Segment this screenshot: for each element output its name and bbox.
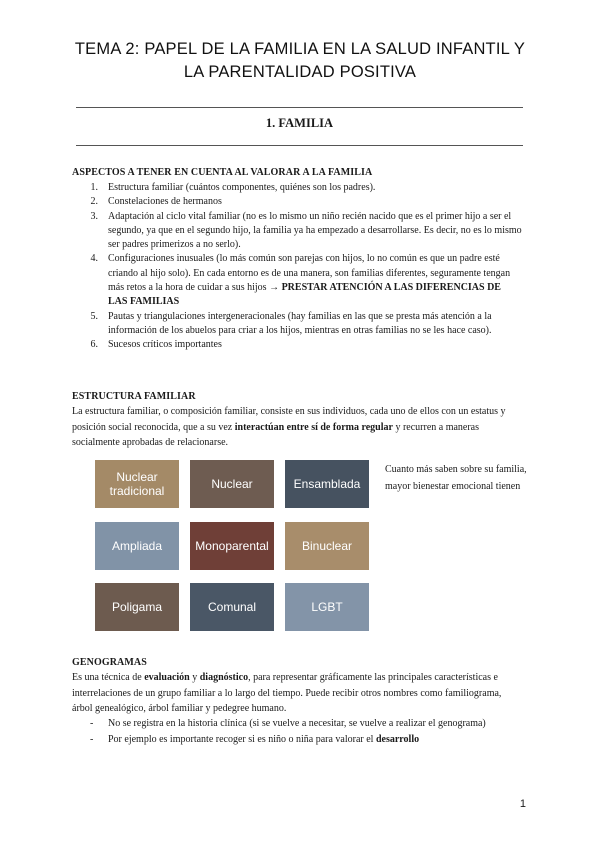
family-type-tile: Monoparental bbox=[190, 522, 274, 570]
list-number: 6. bbox=[90, 339, 98, 351]
family-type-tile: Binuclear bbox=[285, 522, 369, 570]
bullet-dash: - bbox=[90, 718, 94, 729]
list-text: Adaptación al ciclo vital familiar (no es lo mismo un niño recién nacido que es el primer hijo a ser el segundo, ya que en el segundo hijo, la familia ya ha empezado a desarrollarse. Es decir, no es lo mismo ser padres primerizos a no serlo). bbox=[108, 210, 522, 251]
list-text-container bbox=[108, 252, 522, 309]
family-type-tile: Nuclear bbox=[190, 460, 274, 508]
genogramas-paragraph bbox=[72, 670, 524, 717]
list-text-container bbox=[108, 732, 520, 748]
family-type-tile: Ampliada bbox=[95, 522, 179, 570]
genogramas-text-2: y bbox=[189, 672, 200, 683]
family-type-tile: Comunal bbox=[190, 583, 274, 631]
family-type-tile: Poligama bbox=[95, 583, 179, 631]
estructura-emphasis: interactúan entre sí de forma regular bbox=[234, 421, 393, 433]
aspectos-list bbox=[72, 181, 522, 353]
list-number: 2. bbox=[90, 196, 98, 208]
list-emphasis: desarrollo bbox=[375, 734, 420, 745]
family-type-tile: Ensamblada bbox=[285, 460, 369, 508]
list-number: 1. bbox=[90, 182, 98, 193]
family-type-tile: LGBT bbox=[285, 583, 369, 631]
list-text: Configuraciones inusuales (lo más común son parejas con hijos, lo no común es que un padre esté criando al hijo solo). En cada entorno es de una manera, son familias diferentes, seguramente tengan más retos a la hora de cuidar a sus hijos bbox=[108, 253, 511, 294]
list-item bbox=[90, 716, 520, 732]
list-text: No se registra en la historia clínica (si se vuelve a necesitar, se vuelve a realizar el genograma) bbox=[108, 718, 486, 729]
genogramas-heading: GENOGRAMAS bbox=[72, 657, 147, 668]
genogramas-emphasis-1: evaluación bbox=[144, 672, 190, 683]
aspectos-heading: ASPECTOS A TENER EN CUENTA AL VALORAR A LA FAMILIA bbox=[72, 167, 373, 178]
family-types-grid bbox=[95, 460, 369, 632]
list-text: Por ejemplo es importante recoger si es niño o niña para valorar el bbox=[108, 734, 376, 745]
list-number: 3. bbox=[90, 210, 98, 222]
page-number: 1 bbox=[519, 798, 526, 810]
bullet-dash: - bbox=[90, 734, 94, 745]
list-text: Sucesos críticos importantes bbox=[108, 339, 222, 351]
section-heading: 1. FAMILIA bbox=[265, 116, 334, 130]
title-line-1: TEMA 2: PAPEL DE LA FAMILIA EN LA SALUD INFANTIL Y bbox=[74, 40, 526, 58]
list-item bbox=[72, 310, 522, 339]
document-title bbox=[60, 38, 540, 84]
genogramas-text-3: , para representar gráficamente las principales características e interrelaciones de un grupo familiar a lo largo del tiempo. Puede recibir otros nombres como familiograma, árbol genealógico, árbol familiar y pedegree humano. bbox=[72, 672, 502, 714]
list-number: 5. bbox=[90, 310, 98, 322]
list-number: 4. bbox=[90, 253, 98, 265]
list-item bbox=[72, 210, 522, 253]
list-item bbox=[72, 195, 522, 209]
estructura-heading: ESTRUCTURA FAMILIAR bbox=[72, 391, 196, 402]
list-item bbox=[72, 252, 522, 309]
list-text: Estructura familiar (cuántos componentes, quiénes son los padres). bbox=[108, 182, 376, 193]
estructura-paragraph bbox=[72, 404, 524, 451]
divider-bottom bbox=[76, 145, 523, 146]
family-type-tile: Nuclear tradicional bbox=[95, 460, 179, 508]
list-item bbox=[90, 732, 520, 748]
estructura-text-2: y recurren a maneras socialmente aprobadas de relacionarse. bbox=[72, 421, 480, 448]
list-text: Pautas y triangulaciones intergeneracionales (hay familias en las que se presta más atención a la información de los abuelos para criar a los hijos, mientras en otras familias no se les hace caso). bbox=[108, 310, 492, 336]
genogramas-bullets bbox=[90, 716, 520, 748]
list-item bbox=[72, 338, 522, 352]
list-item bbox=[72, 181, 522, 195]
side-note: Cuanto más saben sobre su familia, mayor bienestar emocional tienen bbox=[385, 464, 527, 492]
genogramas-text-1: Es una técnica de bbox=[72, 672, 145, 683]
list-emphasis: → PRESTAR ATENCIÓN A LAS DIFERENCIAS DE LAS FAMILIAS bbox=[108, 282, 501, 308]
divider-top bbox=[76, 107, 523, 108]
genogramas-emphasis-2: diagnóstico bbox=[199, 672, 249, 683]
title-line-2: LA PARENTALIDAD POSITIVA bbox=[183, 63, 417, 81]
list-text: Constelaciones de hermanos bbox=[108, 196, 222, 208]
estructura-text-1: La estructura familiar, o composición familiar, consiste en sus individuos, cada uno de ellos con un estatus y posición social reconocida, que a su vez bbox=[72, 406, 506, 433]
